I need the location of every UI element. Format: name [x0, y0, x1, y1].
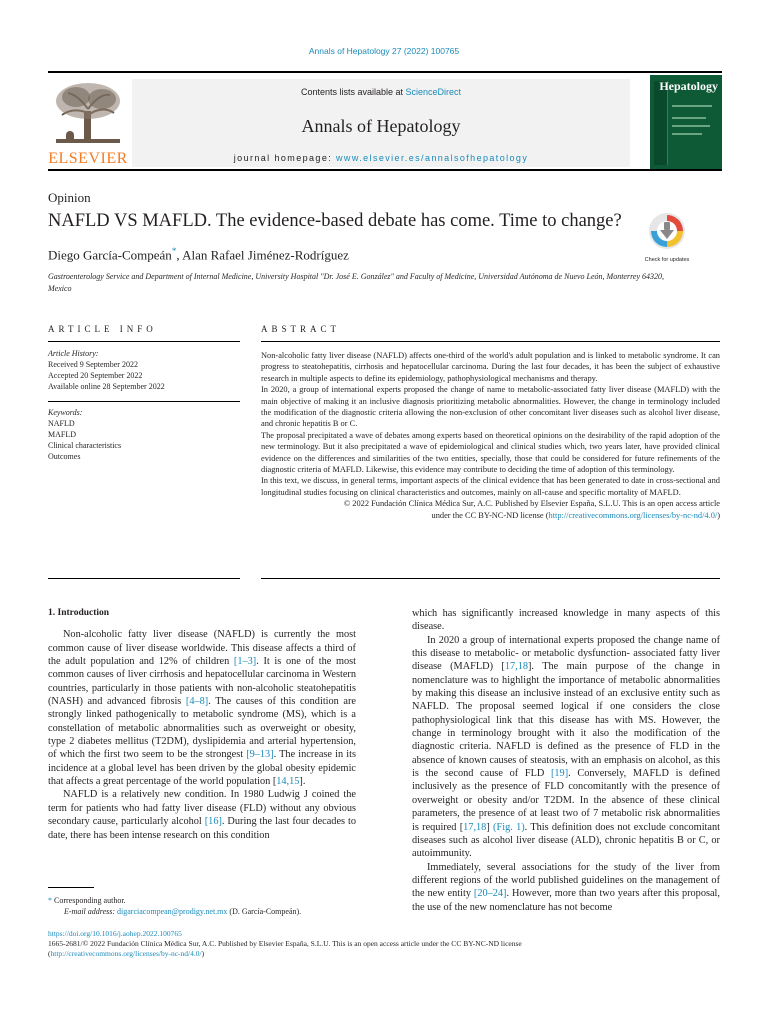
affiliation: Gastroenterology Service and Department of Internal Medicine, University Hospital "Dr. José E. González" and Faculty of Medicine, Universidad Autónoma de Nuevo León, Monterrey 64320, Mexico [48, 272, 665, 293]
citation-link[interactable]: [16] [204, 816, 222, 828]
history-item: Received 9 September 2022 [48, 360, 138, 369]
text-run: . This definition does not exclude concomitant diseases such as alcohol liver disease (ALD), chronic hepatitis B or C, or autoimmunity. [412, 821, 720, 860]
masthead [48, 71, 722, 171]
email-link[interactable]: digarciacompean@prodigy.net.mx [117, 906, 228, 916]
citation-link[interactable]: 14,15 [276, 776, 300, 788]
abstract-heading: ABSTRACT [261, 324, 341, 334]
citation-link[interactable]: [19] [550, 768, 569, 780]
keyword: MAFLD [48, 430, 77, 439]
article-title: NAFLD VS MAFLD. The evidence-based debate has come. Time to change? [48, 211, 622, 231]
license-url-line: (http://creativecommons.org/licenses/by-nc-nd/4.0/) [48, 949, 205, 958]
abstract-body [261, 350, 720, 521]
crossmark-label[interactable]: Check for updates [644, 257, 690, 263]
cover-title: Hepatology [659, 79, 718, 93]
section-heading: 1. Introduction [48, 608, 110, 618]
history-label: Article History: [48, 349, 99, 358]
corresponding-marker[interactable]: * [171, 246, 177, 256]
body-paragraph [412, 861, 720, 914]
text-run: . The causes of this condition are strongly linked pathogenically to metabolic syndrome (MS), which is a constellation of metabolic abnormalities such as overweight or obesity, type 2 diabetes mellitus (T2DM), dyslipidemia and arterial hypertension, of which the first two seem to be the strongest [48, 696, 356, 761]
homepage-link[interactable]: www.elsevier.es/annalsofhepatology [336, 153, 529, 163]
body-paragraph [412, 634, 720, 861]
divider [48, 578, 240, 579]
body-paragraph [48, 628, 356, 788]
citation-link[interactable]: [20–24] [473, 888, 507, 900]
text-run: In 2020 a group of international experts proposed the change name of this disease to metabolic- or metabolic dysfunction- associated fatty liver disease (MAFLD) [ [412, 634, 720, 673]
contents-prefix: Contents lists available at [300, 87, 406, 97]
citation-link[interactable]: 17,18 [504, 661, 528, 673]
citation-link[interactable]: [1–3] [233, 656, 257, 668]
abstract-paragraph: The proposal precipitated a wave of debates among experts based on theoretical opinions on the desirability of the rapid adoption of the new terminology. But it also precipitated a wave of epidemiological and clinical studies which, two years later, have provided clinical evidence on the differences and similarities of the two entities, specially, those that could be considered for future refinements of the diagnostic criteria of MAFLD. Likewise, this evidence may contribute to deciding the time of adoption of this terminology. [261, 430, 720, 475]
journal-title: Annals of Hepatology [301, 116, 461, 136]
doi-link[interactable]: https://doi.org/10.1016/j.aohep.2022.100765 [48, 929, 182, 938]
license-link[interactable]: http://creativecommons.org/licenses/by-nc-nd/4.0/ [50, 949, 202, 958]
license-prefix: under the CC BY-NC-ND license ( [431, 510, 549, 520]
article-type: Opinion [48, 190, 91, 205]
contents-line [132, 87, 630, 97]
bottom-metadata [48, 929, 720, 959]
homepage-prefix: journal homepage: [233, 153, 337, 163]
abstract-paragraph: In 2020, a group of international experts proposed the change of name to metabolic-associated fatty liver disease (MAFLD) with the main objective of making it an inclusive diagnosis prioritizing metabolic abnormalities. However, the change in terminology included the modification of the diagnostic criteria allowing the non-exclusion of other concomitant liver diseases such as alcohol liver disease, and chronic hepatitis B or C. [261, 385, 720, 429]
text-run: NAFLD is a relatively new condition. In 1980 Ludwig J coined the term for patients who had fatty liver disease (FLD) without any obvious secondary cause, particularly alcohol [48, 789, 356, 828]
figure-link[interactable]: (Fig. 1) [493, 821, 525, 833]
license-link[interactable]: http://creativecommons.org/licenses/by-nc-nd/4.0/ [548, 510, 718, 520]
keyword: Outcomes [48, 452, 81, 461]
divider [48, 401, 240, 402]
text-run: . During the last four decades to date, there has been intense research on this condition [48, 816, 356, 841]
abstract-paragraph: Non-alcoholic fatty liver disease (NAFLD) affects one-third of the world's adult population and is linked to metabolic syndrome. It can progress to steatohepatitis, cirrhosis and hepatocellular carcinoma. During the last four decades, it has been the subject of exhaustive research in multiple aspects to define its epidemiology, pathophysiological mechanisms and therapy. [261, 351, 720, 383]
text-run: ]. [299, 776, 306, 788]
text-run: ]. The main purpose of the change in nomenclature was to highlight the importance of metabolic abnormalities by making this disease an inclusive instead of an exclusive entity such as NAFLD. The proposal seemed logical if one considers the close pathophysiological link that this disease has with MS. However, the change in terminology brought with it also the modification of the diagnostic criteria. NAFLD is defined as the presence of FLD in the absence of known causes of steatosis, with an emphasis on alcohol, as this is the second cause of FLD [412, 661, 720, 780]
license-line [261, 510, 720, 521]
cover-rule [672, 105, 712, 107]
cover-rule [672, 117, 706, 119]
journal-cover-thumbnail[interactable] [650, 75, 722, 169]
citation-link[interactable]: [9–13] [246, 749, 274, 761]
abstract-paragraph: In this text, we discuss, in general terms, important aspects of the clinical evidence that has been generated to date in cross-sectional and longitudinal studies focusing on clinical characteristics and outcomes, mainly on all-cause and specific mortality of MAFLD. [261, 476, 720, 497]
sciencedirect-link[interactable]: ScienceDirect [405, 87, 462, 97]
footnote-line [48, 896, 301, 907]
issn-line: 1665-2681/© 2022 Fundación Clínica Médica Sur, A.C. Published by Elsevier España, S.L.U. This is an open access article under the CC BY-NC-ND license [48, 939, 522, 948]
homepage-line [132, 153, 630, 163]
cover-rule [672, 125, 710, 127]
citation-link[interactable]: 17,18 [463, 821, 487, 833]
elsevier-tree-icon [48, 79, 128, 149]
footnote-text: (D. García-Compeán). [227, 906, 302, 916]
footnote [48, 896, 301, 917]
body-paragraph: which has significantly increased knowledge in many aspects of this disease. [412, 608, 720, 633]
text-run: . Conversely, MAFLD is defined inclusively as the presence of FLD concomitantly with the presence of overweight or obesity and/or T2DM. In the absence of these clinical parameters, the presence of at least two of 7 metabolic risk abnormalities is required [ [412, 768, 720, 833]
history-item: Accepted 20 September 2022 [48, 371, 143, 380]
footnote-line [48, 907, 301, 918]
body-column-left [48, 607, 356, 842]
divider [261, 578, 720, 579]
author-list [48, 246, 349, 263]
body-paragraph [48, 788, 356, 841]
article-history [48, 348, 165, 392]
elsevier-logo[interactable] [48, 79, 128, 171]
text-run: Non-alcoholic fatty liver disease (NAFLD) is currently the most common cause of liver disease worldwide. This disease affects a third of the adult population and 12% of children [48, 629, 356, 668]
text-run: . It is one of the most common causes of liver cirrhosis and hepatocellular carcinoma in Western countries, particularly in those patients with non-alcoholic steatohepatitis (NASH) and advanced fibrosis [48, 656, 356, 708]
footnote-text: Corresponding author. [54, 896, 126, 905]
text-run: ] [486, 821, 494, 833]
keywords-label: Keywords: [48, 408, 83, 417]
author-name[interactable]: , Alan Rafael Jiménez-Rodríguez [176, 247, 349, 263]
citation-link[interactable]: [4–8] [185, 696, 209, 708]
divider [48, 341, 240, 342]
keywords [48, 407, 121, 462]
crossmark-icon[interactable] [647, 211, 687, 251]
corresponding-marker: * [48, 896, 52, 905]
text-run: . However, more than two years after this proposal, the use of the new nomenclature has not become [412, 888, 720, 913]
email-label: E-mail address: [64, 906, 118, 916]
license-suffix: ) [717, 510, 720, 520]
cover-rule [672, 133, 702, 135]
journal-reference[interactable]: Annals of Hepatology 27 (2022) 100765 [308, 46, 460, 56]
journal-banner [132, 79, 630, 167]
author-name[interactable]: Diego García-Compeán [48, 247, 172, 263]
elsevier-wordmark: ELSEVIER [48, 150, 128, 167]
copyright-line: © 2022 Fundación Clínica Médica Sur, A.C. Published by Elsevier España, S.L.U. This is an open access article [343, 499, 720, 509]
text-run: Immediately, several associations for the study of the liver from different regions of the world published guidelines on the management of the new entity [412, 861, 720, 900]
history-item: Available online 28 September 2022 [48, 382, 165, 391]
footnote-divider [48, 887, 94, 888]
divider [261, 341, 720, 342]
keyword: Clinical characteristics [48, 441, 122, 450]
text-run: . The increase in its incidence at a global level has been driven by the global obesity epidemic that affects a great percentage of the world population [ [48, 749, 356, 788]
body-column-right [412, 607, 720, 914]
keyword: NAFLD [48, 419, 75, 428]
article-info-heading: ARTICLE INFO [48, 324, 157, 334]
